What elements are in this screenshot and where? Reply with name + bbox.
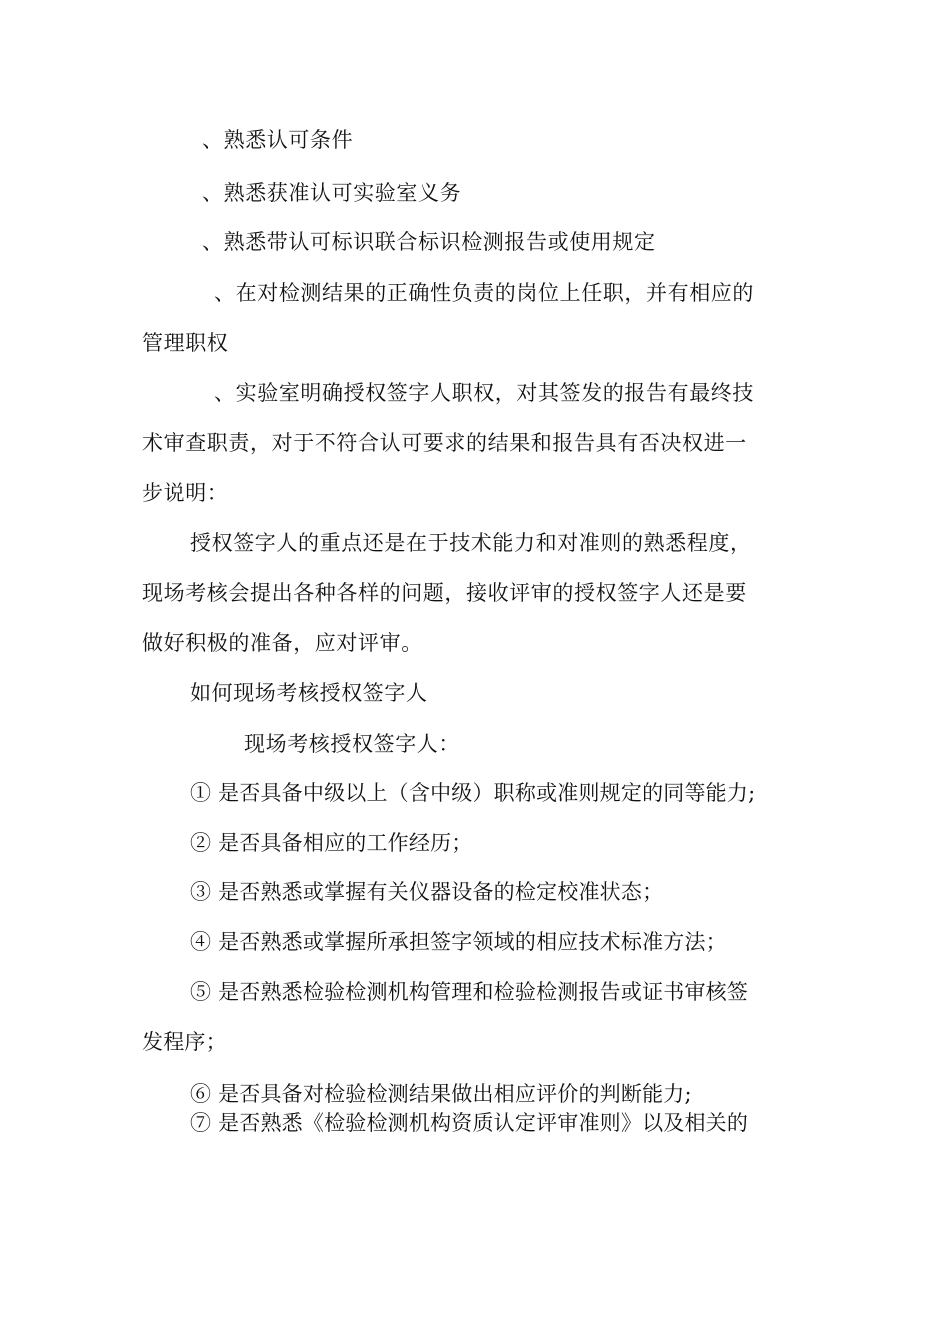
text-line: 做好积极的准备，应对评审。 [142,631,423,655]
list-item: ④ 是否熟悉或掌握所承担签字领域的相应技术标准方法； [190,930,727,954]
text-line: 管理职权 [142,331,229,355]
text-line: 术审查职责，对于不符合认可要求的结果和报告具有否决权进一 [142,431,747,455]
list-item: ⑤ 是否熟悉检验检测机构管理和检验检测报告或证书审核签 [190,980,749,1004]
list-item: ② 是否具备相应的工作经历； [190,831,473,855]
list-item: ⑥ 是否具备对检验检测结果做出相应评价的判断能力; [190,1082,692,1106]
text-line: 、熟悉带认可标识联合标识检测报告或使用规定 [202,230,656,254]
list-item: ③ 是否熟悉或掌握有关仪器设备的检定校准状态； [190,880,664,904]
list-item: ① 是否具备中级以上（含中级）职称或准则规定的同等能力; [190,781,756,805]
text-line: 、在对检测结果的正确性负责的岗位上任职，并有相应的 [214,281,754,305]
list-item: ⑦ 是否熟悉《检验检测机构资质认定评审准则》以及相关的 [190,1111,749,1135]
text-line: 发程序； [142,1030,227,1054]
text-line: 授权签字人的重点还是在于技术能力和对准则的熟悉程度， [190,531,752,555]
text-line: 步说明： [142,481,229,505]
text-line: 、熟悉认可条件 [202,128,354,152]
text-line: 现场考核会提出各种各样的问题，接收评审的授权签字人还是要 [142,581,747,605]
text-line: 现场考核授权签字人： [244,732,460,756]
text-line: 如何现场考核授权签字人 [190,681,428,705]
text-line: 、实验室明确授权签字人职权，对其签发的报告有最终技 [214,381,754,405]
text-line: 、熟悉获准认可实验室义务 [202,181,462,205]
